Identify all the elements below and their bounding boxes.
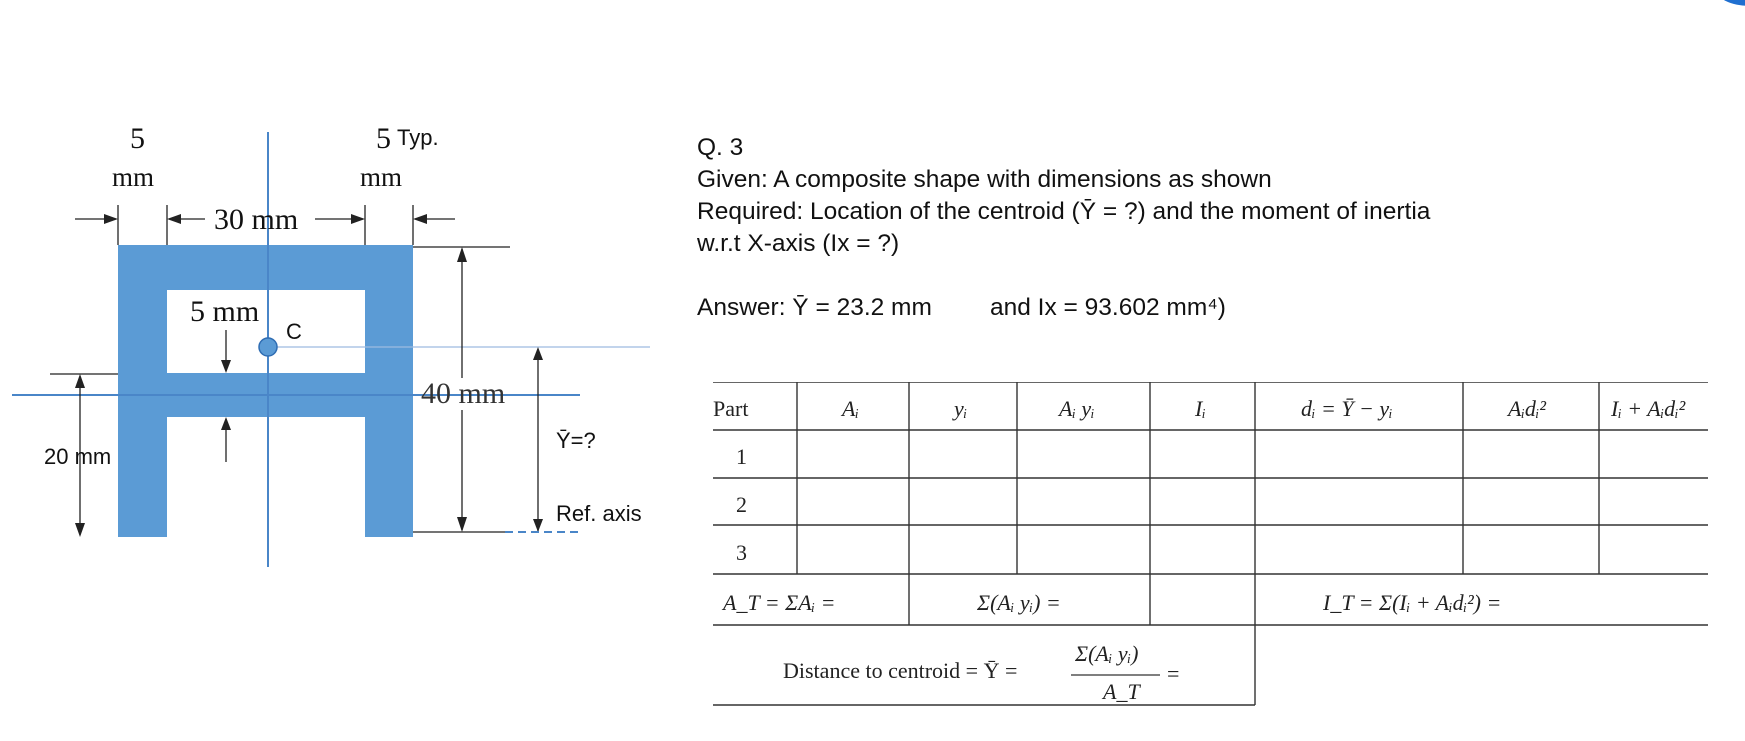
- table-row-1-part: 1: [736, 444, 747, 469]
- answer-ix: and Ix = 93.602 mm⁴): [990, 294, 1226, 321]
- centroid-formula-equals: =: [1167, 661, 1180, 686]
- question-number: Q. 3: [697, 134, 744, 161]
- calculation-table: [713, 382, 1713, 707]
- dim-right-flange-value: 5: [376, 122, 391, 155]
- table-header-ayi: Aᵢ yᵢ: [1059, 396, 1095, 421]
- question-given: Given: A composite shape with dimensions as shown: [697, 166, 1272, 193]
- composite-shape: [118, 245, 413, 537]
- corner-accent: [1715, 0, 1745, 6]
- question-required-line2: w.r.t X-axis (Ix = ?): [697, 230, 900, 257]
- question-required-line1: Required: Location of the centroid (Ȳ = ?) and the moment of inertia: [697, 198, 1431, 225]
- dim-height-label: 40 mm: [421, 377, 506, 410]
- table-header-ii-adi2: Iᵢ + Aᵢdᵢ²: [1611, 396, 1686, 421]
- centroid-point: [259, 338, 277, 356]
- dim-left-flange-value: 5: [130, 122, 145, 155]
- table-total-inertia: I_T = Σ(Iᵢ + Aᵢdᵢ²) =: [1323, 590, 1502, 615]
- ref-axis-label: Ref. axis: [556, 501, 642, 526]
- centroid-formula-denominator: A_T: [1103, 679, 1140, 704]
- dim-left-flange-unit: mm: [112, 162, 155, 192]
- dim-inner-label: 5 mm: [190, 295, 260, 328]
- dim-typical-note: Typ.: [397, 125, 439, 150]
- table-header-di: dᵢ = Ȳ − yᵢ: [1301, 396, 1393, 421]
- table-row-2-part: 2: [736, 492, 747, 517]
- composite-shape-figure: [0, 0, 690, 741]
- table-total-moment: Σ(Aᵢ yᵢ) =: [977, 590, 1061, 615]
- table-row-3-part: 3: [736, 540, 747, 565]
- table-header-part: Part: [713, 396, 749, 421]
- table-header-yi: yᵢ: [954, 396, 968, 421]
- table-header-ii: Iᵢ: [1195, 396, 1206, 421]
- answer-ybar: Answer: Ȳ = 23.2 mm: [697, 294, 932, 321]
- centroid-label: C: [286, 319, 302, 344]
- dim-right-flange-unit: mm: [360, 162, 403, 192]
- table-header-adi2: Aᵢdᵢ²: [1508, 396, 1546, 421]
- centroid-formula-label: Distance to centroid = Ȳ =: [783, 658, 1018, 683]
- table-total-area: A_T = ΣAᵢ =: [723, 590, 836, 615]
- dim-bottom-left-label: 20 mm: [44, 444, 112, 469]
- table-header-area: Aᵢ: [842, 396, 859, 421]
- ybar-label: Ȳ=?: [556, 428, 596, 453]
- centroid-formula-numerator: Σ(Aᵢ yᵢ): [1075, 641, 1139, 666]
- dim-width-label: 30 mm: [214, 203, 299, 236]
